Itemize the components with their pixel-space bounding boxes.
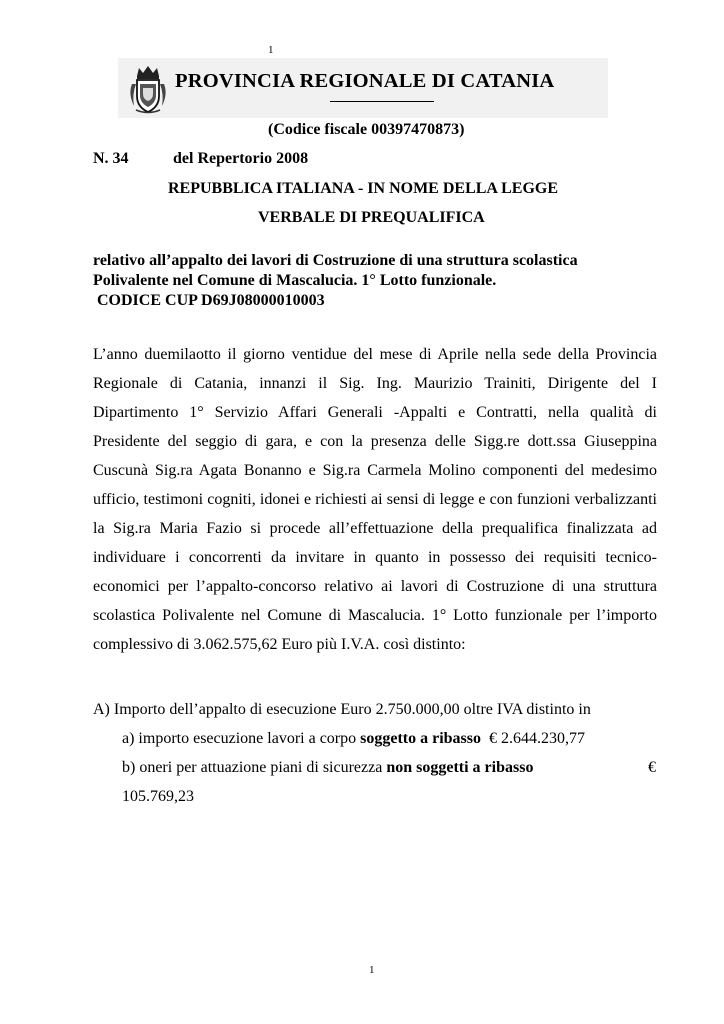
repertorio-line [93,150,308,168]
item-a1-bold: soggetto a ribasso [360,730,482,747]
subject-block [93,251,653,311]
item-b-currency: € [648,759,656,776]
cup-code: CODICE CUP D69J08000010003 [93,292,325,309]
item-b-bold: non soggetti a ribasso [386,759,534,776]
item-a1 [122,730,585,748]
repertorio-number: N. 34 [93,150,129,167]
repubblica-heading: REPUBBLICA ITALIANA - IN NOME DELLA LEGGE [168,180,558,197]
fiscal-code: (Codice fiscale 00397470873) [268,121,465,138]
subject-line-1: relativo all’appalto dei lavori di Costruzione di una struttura scolastica [93,252,578,269]
repertorio-label: del Repertorio 2008 [173,150,309,167]
subject-line-2: Polivalente nel Comune di Mascalucia. 1° Lotto funzionale. [93,272,497,289]
item-b-amount: 105.769,23 [122,788,194,805]
item-b [122,759,656,777]
item-a1-amount: € 2.644.230,77 [481,730,586,747]
header-title: PROVINCIA REGIONALE DI CATANIA [175,70,555,92]
body-paragraph: L’anno duemilaotto il giorno ventidue del mese di Aprile nella sede della Provincia Regionale di Catania, innanzi il Sig. Ing. Maurizio Trainiti, Dirigente del I Dipartimento 1° Servizio Affari Generali -Appalti e Contratti, nella qualità di Presidente del seggio di gara, e con la presenza delle Sigg.re dott.ssa Giuseppina Cuscunà Sig.ra Agata Bonanno e Sig.ra Carmela Molino componenti del medesimo ufficio, testimoni cogniti, idonei e richiesti ai sensi di legge e con funzioni verbalizzanti la Sig.ra Maria Fazio si procede all’effettuazione della prequalifica finalizzata ad individuare i concorrenti da invitare in quanto in possesso dei requisiti tecnico-economici per l’appalto-concorso relativo ai lavori di Costruzione di una struttura scolastica Polivalente nel Comune di Mascalucia. 1° Lotto funzionale per l’importo complessivo di 3.062.575,62 Euro più I.V.A. così distinto: [93,346,657,653]
item-b-prefix: b) oneri per attuazione piani di sicurezza [122,759,387,776]
coat-of-arms-icon [128,64,168,114]
item-a1-prefix: a) importo esecuzione lavori a corpo [122,730,361,747]
page-number-top: 1 [268,44,274,56]
item-b-text [122,759,533,777]
header-underline [330,101,434,102]
document-title: VERBALE DI PREQUALIFICA [258,209,485,226]
item-a: A) Importo dell’appalto di esecuzione Euro 2.750.000,00 oltre IVA distinto in [93,701,591,718]
page-number-bottom: 1 [369,964,375,976]
